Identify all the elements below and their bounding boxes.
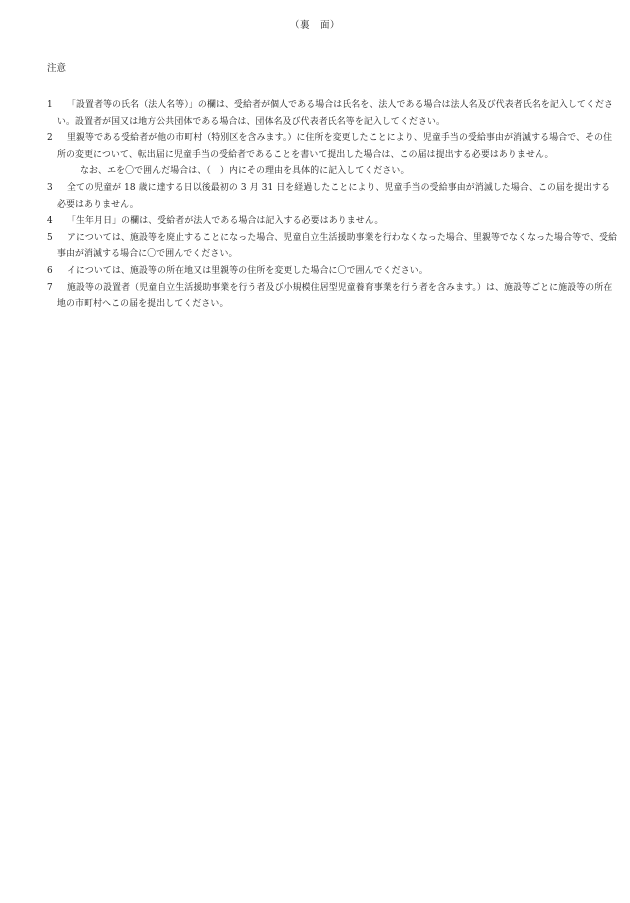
note-text: 施設等の設置者（児童自立生活援助事業を行う者及び小規模住居型児童養育事業を行う者を含みます。）は、施設等ごとに施設等の所在地の市町村へこの届を提出してください。 [57, 282, 613, 310]
note-text: 全ての児童が 18 歳に達する日以後最初の 3 月 31 日を経過したことにより、児童手当の受給事由が消滅した場合、この届を提出する必要はありません。 [57, 182, 611, 210]
notes-list [47, 97, 619, 313]
note-number: 6 [47, 265, 53, 276]
page-side-label: （裏 面） [289, 20, 340, 31]
note-text: イについては、施設等の所在地又は里親等の住所を変更した場合に〇で囲んでください。 [67, 265, 428, 276]
note-number: 7 [47, 282, 53, 293]
note-item [47, 263, 619, 280]
notes-heading: 注意 [47, 63, 67, 74]
note-text: アについては、施設等を廃止することになった場合、児童自立生活援助事業を行わなくなった場合、里親等でなくなった場合等で、受給事由が消滅する場合に〇で囲んでください。 [57, 232, 618, 260]
note-item [47, 230, 619, 263]
note-item [47, 280, 619, 313]
note-number: 2 [47, 133, 53, 144]
note-subtext: なお、エを〇で囲んだ場合は、（ ）内にその理由を具体的に記入してください。 [80, 166, 410, 177]
note-text: 里親等である受給者が他の市町村（特別区を含みます。）に住所を変更したことにより、児童手当の受給事由が消滅する場合で、その住所の変更について、転出届に児童手当の受給者であることを書いて提出した場合は、この届は提出する必要はありません。 [57, 133, 613, 160]
note-number: 5 [47, 232, 53, 243]
note-item [47, 213, 619, 230]
note-item [47, 97, 619, 130]
note-text: 「設置者等の氏名（法人名等）」の欄は、受給者が個人である場合は氏名を、法人である場合は法人名及び代表者氏名を記入してください。設置者が国又は地方公共団体である場合は、団体名及び代表者氏名等を記入してください。 [57, 100, 614, 127]
note-text: 「生年月日」の欄は、受給者が法人である場合は記入する必要はありません。 [67, 216, 384, 227]
note-item [47, 180, 619, 213]
note-number: 1 [47, 100, 53, 110]
note-item [47, 130, 619, 163]
note-number: 4 [47, 216, 53, 227]
note-number: 3 [47, 182, 53, 193]
